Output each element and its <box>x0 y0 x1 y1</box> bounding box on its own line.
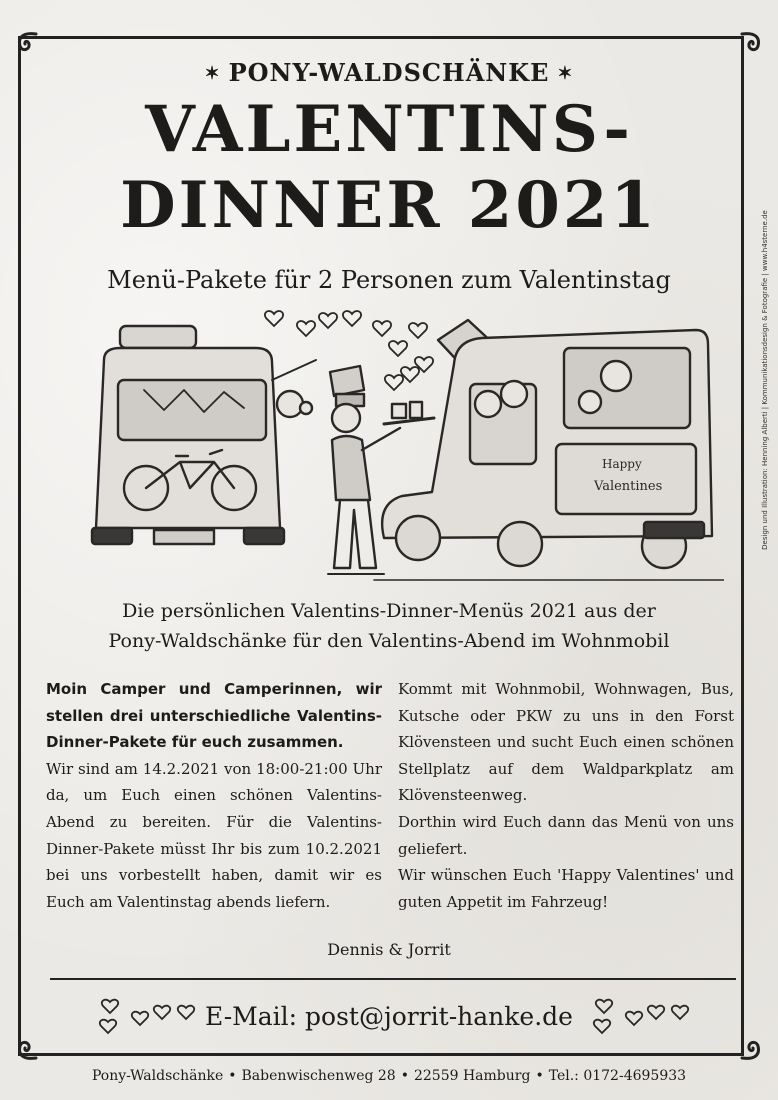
footer-address <box>0 1068 778 1084</box>
star-icon: ✶ <box>557 63 574 84</box>
caption-line-2: Pony-Waldschänke für den Valentins-Abend im Wohnmobil <box>108 630 670 652</box>
sign-text-line-1: Happy <box>602 457 642 471</box>
corner-ornament-bottom-right <box>736 1036 764 1064</box>
side-credit-text: Design und Illustration: Henning Alberti | Kommunikationsdesign & Fotografie | www.h4sterne.de <box>761 210 769 550</box>
title-line-2: DINNER 2021 <box>120 168 658 243</box>
wishes-paragraph: Wir wünschen Euch 'Happy Valentines' und guten Appetit im Fahrzeug! <box>398 866 734 911</box>
email-contact[interactable]: E-Mail: post@jorrit-hanke.de <box>205 1002 573 1031</box>
lead-paragraph: Moin Camper und Camperinnen, wir stellen drei unterschiedliche Valentins-Dinner-Pakete für euch zusammen. <box>46 680 382 752</box>
caption <box>0 596 778 656</box>
delivery-paragraph: Dorthin wird Euch dann das Menü von uns geliefert. <box>398 812 734 858</box>
corner-ornament-bottom-left <box>14 1036 42 1064</box>
caption-line-1: Die persönlichen Valentins-Dinner-Menüs 2021 aus der <box>122 600 656 622</box>
illustration <box>84 300 724 588</box>
bullet-icon: • <box>228 1068 237 1084</box>
text-column-right <box>398 676 734 915</box>
subtitle: Menü-Pakete für 2 Personen zum Valentinstag <box>107 266 671 294</box>
footer-street: Babenwischenweg 28 <box>241 1068 396 1084</box>
title-line-1: VALENTINS- <box>145 92 633 167</box>
details-paragraph: Wir sind am 14.2.2021 von 18:00-21:00 Uhr da, um Euch einen schönen Valentins-Abend zu bereiten. Für die Valentins-Dinner-Pakete müsst Ihr bis zum 10.2.2021 bei uns vorbestellt haben, damit wir es Euch am Valentinstag abends liefern. <box>46 759 382 911</box>
bullet-icon: • <box>400 1068 409 1084</box>
divider <box>50 978 736 980</box>
signature: Dennis & Jorrit <box>327 940 451 959</box>
venue-kicker <box>0 58 778 87</box>
page-title <box>0 92 778 244</box>
directions-paragraph: Kommt mit Wohnmobil, Wohnwagen, Bus, Kutsche oder PKW zu uns in den Forst Klövensteen und sucht Euch einen schönen Stellplatz auf dem Waldparkplatz am Klövensteenweg. <box>398 680 734 805</box>
venue-name: PONY-WALDSCHÄNKE <box>228 58 550 87</box>
bullet-icon: • <box>535 1068 544 1084</box>
star-icon: ✶ <box>204 63 221 84</box>
sign-text-line-2: Valentines <box>594 479 663 494</box>
van-right-icon <box>374 320 724 580</box>
footer-phone[interactable]: Tel.: 0172-4695933 <box>548 1068 687 1084</box>
text-column-left <box>46 676 382 915</box>
footer-name: Pony-Waldschänke <box>91 1068 224 1084</box>
corner-ornament-top-left <box>14 28 42 56</box>
van-left-icon <box>92 326 316 544</box>
hearts-right-icon <box>590 996 690 1036</box>
footer-city: 22559 Hamburg <box>413 1068 531 1084</box>
